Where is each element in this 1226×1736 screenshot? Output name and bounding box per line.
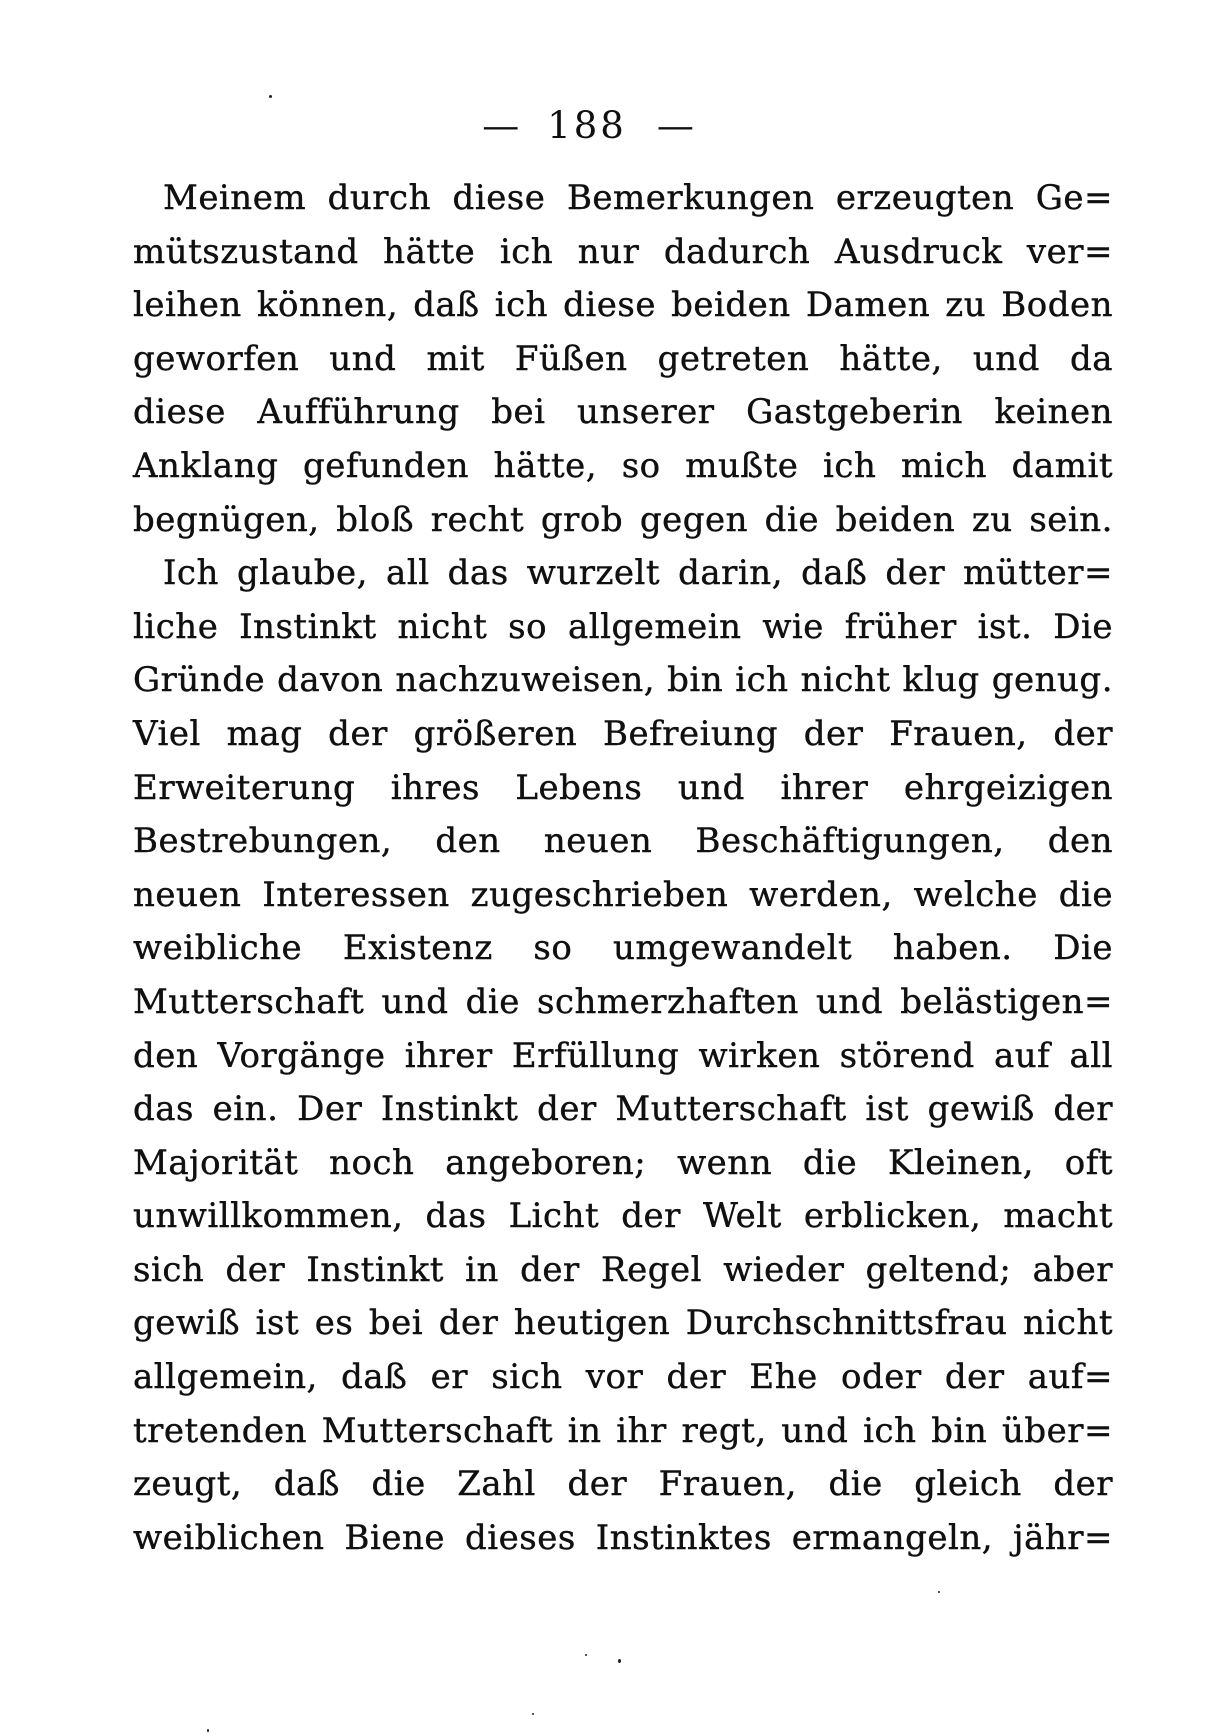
text-line: mütszustand hätte ich nur dadurch Ausdruck ver= [133,231,1113,272]
text-line: liche Instinkt nicht so allgemein wie früher ist. Die [133,606,1113,647]
text-line: Mutterschaft und die schmerzhaften und belästigen= [133,981,1113,1022]
text-line: weibliche Existenz so umgewandelt haben. Die [133,928,1113,969]
scan-speck [269,95,272,98]
text-line: Meinem durch diese Bemerkungen erzeugten Ge= [163,178,1113,218]
text-line: Majorität noch angeboren; wenn die Kleinen, oft [133,1142,1113,1183]
scan-speck [207,1729,209,1732]
page-number: 188 [547,104,627,147]
text-line: Gründe davon nachzuweisen, bin ich nicht klug genug. [133,660,1113,701]
scan-speck [532,1713,534,1715]
text-line: geworfen und mit Füßen getreten hätte, und da [133,338,1113,379]
text-line: gewiß ist es bei der heutigen Durchschnittsfrau nicht [133,1303,1113,1344]
text-line: weiblichen Biene dieses Instinktes ermangeln, jähr= [133,1517,1113,1558]
page-header [0,104,1226,147]
scan-speck [585,1654,587,1656]
text-line: Bestrebungen, den neuen Beschäftigungen, den [133,821,1113,862]
text-line: allgemein, daß er sich vor der Ehe oder der auf= [133,1357,1113,1398]
paragraph-2 [133,547,1113,1565]
text-line: sich der Instinkt in der Regel wieder geltend; aber [133,1249,1113,1290]
text-line: diese Aufführung bei unserer Gastgeberin keinen [133,392,1113,433]
text-line: leihen können, daß ich diese beiden Damen zu Boden [133,285,1113,326]
header-dash-right: — [656,104,692,147]
text-line: den Vorgänge ihrer Erfüllung wirken störend auf all [133,1035,1113,1076]
text-line: das ein. Der Instinkt der Mutterschaft ist gewiß der [133,1089,1113,1130]
text-line: tretenden Mutterschaft in ihr regt, und ich bin über= [133,1410,1113,1451]
text-line: zeugt, daß die Zahl der Frauen, die gleich der [133,1464,1113,1505]
text-line: neuen Interessen zugeschrieben werden, welche die [133,874,1113,915]
scan-speck [618,1659,621,1663]
text-block [133,172,1113,1565]
text-line: Ich glaube, all das wurzelt darin, daß der mütter= [163,553,1113,594]
scan-speck [938,1591,940,1593]
page-header-inner [482,104,692,147]
header-dash-left: — [482,104,518,147]
text-line: Viel mag der größeren Befreiung der Frauen, der [133,713,1113,754]
text-line: Anklang gefunden hätte, so mußte ich mich damit [133,445,1113,486]
text-line: begnügen, bloß recht grob gegen die beiden zu sein. [133,499,1113,540]
paragraph-1 [133,172,1113,547]
text-line: Erweiterung ihres Lebens und ihrer ehrgeizigen [133,767,1113,808]
text-line: unwillkommen, das Licht der Welt erblicken, macht [133,1196,1113,1237]
